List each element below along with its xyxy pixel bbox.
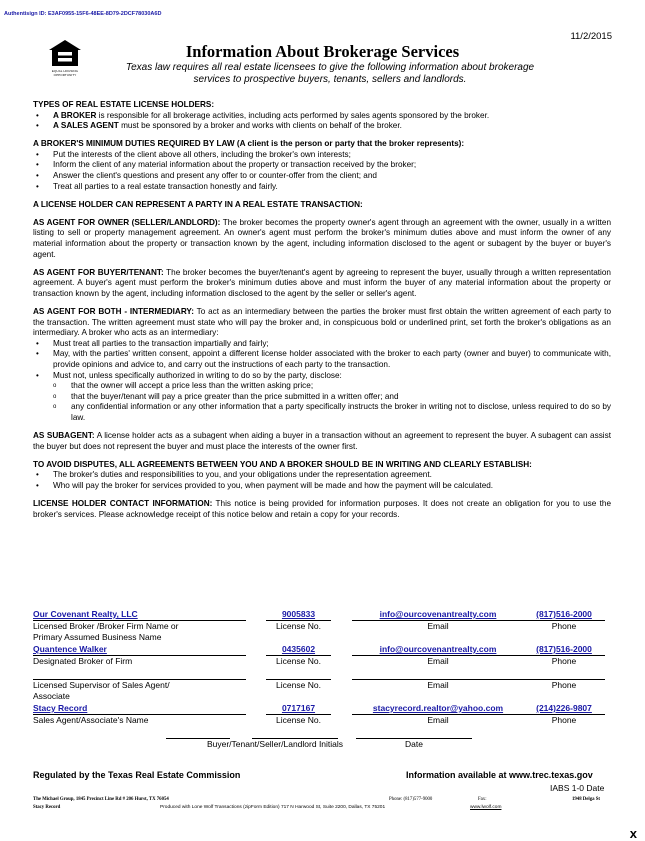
- intermediary-text: To act as an intermediary between the parties the broker must first obtain the written agreement of each party to the transaction. The written agreement must state who will pay the broker and, in conspicuous bold or underlined print, set forth the broker's obligations as an intermediary. A broker who acts as an intermediary:: [33, 307, 611, 338]
- duties-heading: A BROKER'S MINIMUM DUTIES REQUIRED BY LAW (A client is the person or party that the broker represents):: [33, 139, 465, 149]
- license-label: License No.: [276, 715, 321, 725]
- sales-agent-name[interactable]: Stacy Record: [33, 703, 88, 713]
- broker-firm-row: [33, 609, 611, 642]
- label-line: Primary Assumed Business Name: [33, 631, 162, 642]
- form-id: IABS 1-0 Date: [550, 783, 605, 793]
- license-label: License No.: [276, 656, 321, 666]
- regulated-by: Regulated by the Texas Real Estate Commission: [33, 770, 241, 780]
- logo-caption-line2: OPPORTUNITY: [53, 72, 77, 77]
- phone-label: Phone: [551, 715, 577, 725]
- owner-text: The broker becomes the property owner's agent through an agreement with the owner, usually in a written listing to sell or property management agreement. An owner's agent must perform the broker's minimum duties above and must inform the owner of any material information about the property or transaction known by the agent, including information disclosed to the agent or subagent by the buyer or buyer's agent.: [33, 217, 611, 259]
- document-body: [33, 100, 611, 520]
- phone-label: Phone: [551, 680, 577, 690]
- initials-row: [33, 727, 611, 751]
- represent-heading: A LICENSE HOLDER CAN REPRESENT A PARTY IN A REAL ESTATE TRANSACTION:: [33, 199, 363, 209]
- supervisor-label: [33, 680, 170, 701]
- intermediary-paragraph: [33, 307, 611, 339]
- designated-broker-label: Designated Broker of Firm: [33, 656, 133, 666]
- email-label: Email: [427, 680, 449, 690]
- intermediary-list: [33, 339, 611, 381]
- broker-email[interactable]: info@ourcovenantrealty.com: [379, 609, 497, 619]
- authentisign-id: Authentisign ID: E3AF0955-15F6-48EE-8D79-2DCF78030A6D: [4, 11, 162, 17]
- email-label: Email: [427, 621, 449, 631]
- supervisor-row: [33, 668, 611, 701]
- disputes-list: [33, 470, 611, 491]
- close-icon[interactable]: x: [629, 826, 637, 841]
- buyer-paragraph: [33, 268, 611, 300]
- list-item: • Must not, unless specifically authorized in writing to do so by the party, disclose:: [53, 371, 611, 382]
- logo-caption-line1: EQUAL HOUSING: [51, 69, 79, 73]
- email-label: Email: [427, 656, 449, 666]
- initials-label: Buyer/Tenant/Seller/Landlord Initials: [206, 739, 344, 749]
- duties-list: [33, 150, 611, 192]
- contact-text: This notice is being provided for information purposes. It does not create an obligation for you to use the broker's services. Please acknowledge receipt of this notice below and retain a copy for your records.: [33, 499, 611, 519]
- intermediary-sublist: [33, 381, 611, 423]
- types-list: [33, 111, 611, 132]
- broker-firm-name[interactable]: Our Covenant Realty, LLC: [33, 609, 138, 619]
- intermediary-heading: AS AGENT FOR BOTH - INTERMEDIARY:: [33, 307, 195, 316]
- trec-info: Information available at www.trec.texas.gov: [406, 770, 593, 780]
- broker-term: A BROKER: [53, 110, 97, 120]
- agent-name: Stacy Record: [33, 805, 61, 810]
- label-line: Licensed Supervisor of Sales Agent/: [33, 680, 170, 690]
- sales-agent-phone[interactable]: (214)226-9807: [536, 703, 592, 713]
- sales-agent-row: [33, 703, 611, 727]
- date-label: Date: [405, 739, 423, 749]
- list-item: • Answer the client's questions and present any offer to or counter-offer from the client; and: [53, 171, 611, 182]
- list-item: • Who will pay the broker for services provided to you, when payment will be made and how the payment will be calculated.: [53, 481, 611, 492]
- designated-email[interactable]: info@ourcovenantrealty.com: [379, 644, 497, 654]
- broker-firm-label: [33, 621, 179, 642]
- sales-agent-email[interactable]: stacyrecord.realtor@yahoo.com: [372, 703, 504, 713]
- contact-heading: LICENSE HOLDER CONTACT INFORMATION:: [33, 499, 213, 508]
- disputes-heading: TO AVOID DISPUTES, ALL AGREEMENTS BETWEEN YOU AND A BROKER SHOULD BE IN WRITING AND CLEARLY ESTABLISH:: [33, 459, 532, 469]
- license-label: License No.: [276, 621, 321, 631]
- file-name: 1948 Delga St: [572, 797, 600, 802]
- buyer-text: The broker becomes the buyer/tenant's agent by agreeing to represent the buyer, usually through a written representation agreement. A buyer's agent must perform the broker's minimum duties above and must inform the buyer of any material information about the property or transaction known by the agent, including information disclosed to the agent by the seller or seller's agent.: [33, 267, 611, 298]
- designated-broker-row: [33, 644, 611, 668]
- list-item: o that the buyer/tenant will pay a price greater than the price submitted in a written offer; and: [71, 392, 611, 403]
- list-item: • Treat all parties to a real estate transaction honestly and fairly.: [53, 182, 611, 193]
- list-item: [53, 121, 611, 132]
- form-date: 11/2/2015: [570, 31, 612, 42]
- list-item: • Inform the client of any material information about the property or transaction received by the broker;: [53, 160, 611, 171]
- list-item: o that the owner will accept a price less than the written asking price;: [71, 381, 611, 392]
- designated-license-no[interactable]: 0435602: [281, 644, 316, 654]
- label-line: Licensed Broker /Broker Firm Name or: [33, 621, 179, 631]
- broker-text: is responsible for all brokerage activities, including acts performed by sales agents sponsored by the broker.: [96, 110, 490, 120]
- buyer-heading: AS AGENT FOR BUYER/TENANT:: [33, 267, 164, 277]
- broker-license-no[interactable]: 9005833: [281, 609, 316, 619]
- page-title: Information About Brokerage Services: [185, 42, 460, 61]
- firm-address: The Michael Group, 1845 Precinct Line Rd # 206 Hurst, TX 76054: [33, 797, 169, 802]
- website-link[interactable]: www.lwolf.com: [470, 805, 502, 810]
- produced-with: Produced with Lone Wolf Transactions (zipForm Edition) 717 N Harwood St, Suite 2200, Dallas, TX 75201: [160, 805, 386, 810]
- email-label: Email: [427, 715, 449, 725]
- sales-agent-term: A SALES AGENT: [53, 121, 119, 131]
- subagent-heading: AS SUBAGENT:: [33, 431, 95, 441]
- firm-phone: Phone: (817)577-9000: [389, 797, 433, 802]
- list-item: • Put the interests of the client above all others, including the broker's own interests;: [53, 150, 611, 161]
- phone-label: Phone: [551, 656, 577, 666]
- list-item: • May, with the parties' written consent, appoint a different license holder associated with the broker to each party (owner and buyer) to communicate with, provide opinions and advice to, and carry out the instructions of each party to the transaction.: [53, 349, 611, 370]
- designated-phone[interactable]: (817)516-2000: [536, 644, 592, 654]
- list-item: o any confidential information or any other information that a party specifically instructs the broker in writing not to disclose, unless required to do so by law.: [71, 402, 611, 423]
- designated-broker-name[interactable]: Quantence Walker: [33, 644, 107, 654]
- phone-label: Phone: [551, 621, 577, 631]
- license-label: License No.: [276, 680, 321, 690]
- broker-phone[interactable]: (817)516-2000: [536, 609, 592, 619]
- list-item: • The broker's duties and responsibilities to you, and your obligations under the representation agreement.: [53, 470, 611, 481]
- owner-heading: AS AGENT FOR OWNER (SELLER/LANDLORD):: [33, 217, 221, 227]
- label-line: Associate: [33, 690, 70, 701]
- page-subtitle: Texas law requires all real estate licensees to give the following information about brokerage services to prospective buyers, tenants, sellers and landlords.: [125, 62, 535, 85]
- types-heading: TYPES OF REAL ESTATE LICENSE HOLDERS:: [33, 100, 215, 109]
- sales-agent-license-no[interactable]: 0717167: [281, 703, 316, 713]
- firm-fax: Fax:: [478, 797, 487, 802]
- list-item: • Must treat all parties to the transaction impartially and fairly;: [53, 339, 611, 350]
- list-item: [53, 111, 611, 122]
- subagent-paragraph: [33, 431, 611, 452]
- sales-agent-label: Sales Agent/Associate's Name: [33, 715, 149, 725]
- contact-paragraph: [33, 499, 611, 520]
- sales-agent-text: must be sponsored by a broker and works with clients on behalf of the broker.: [118, 121, 402, 131]
- owner-paragraph: [33, 218, 611, 260]
- subagent-text: A license holder acts as a subagent when aiding a buyer in a transaction without an agreement to represent the buyer. A subagent can assist the buyer but does not represent the buyer and must place the interests of the owner first.: [33, 431, 611, 451]
